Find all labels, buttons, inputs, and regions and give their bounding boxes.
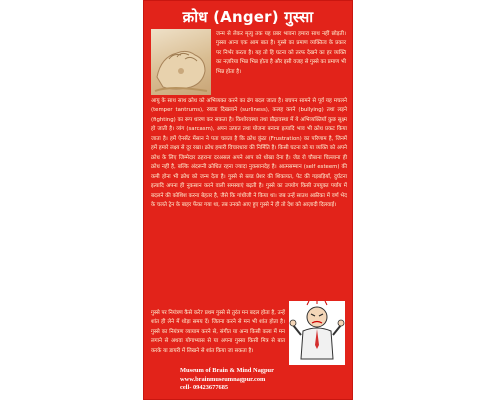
museum-website: www.brainmuseumnagpur.com (180, 375, 266, 383)
main-paragraph: आयु के साथ साथ क्रोध को अभिव्यक्त करने का ढंग बदल जाता है। बचपन सामने से पूर्व यह मचलने (temper tantrums), रुष्टता दिखलाने (surliness), कलह करने (bullying) तथा लड़ने (fighting) का रूप धारण कर सकता है। किशोरवस्था तथा प्रौढ़ावस्था में ये अभिव्यक्तियाँ कुछ सूक्ष्म हो जाती है। व्यंग (sarcasm), अपन उत्पात तथा योजना बनाना इत्यादि भाव भी क्रोध प्रकट किया जाता है। हमें ऐनसेंट मेंसान ने पता चलता है कि क्रोध कुंठा (Frustration) का परिणाम है, जिनमें हमें हमारे लक्ष्य से दूर रखा। क्रोध हमारी विचारधारा की निर्मिति है। किसी घटना को या व्यक्ति को अपने क्रोध के लिए जिम्मेदार ठहराना दरअसल अपने आप को धोखा देना है। जेड रो चौबाना चिल्लाना ही क्रोध नहीं है, बल्कि अंदरूनी क्रोधित रहना ज्यादा नुकसानदेह है। आत्मसम्मान (self esteem) की कमी होना भी क्रोध को जन्म देता है। गुस्से से ब्लड प्रेशर की शिकायत, पेट की गड़बड़ियाँ, दुर्घटना इत्यादि अपना ही नुकसान करने वाली समस्याएं बढ़ती है। गुस्से का उपयोग किसी उपयुक्त पर्याय में बदलने की कोशिश करना बेहतर है, जैसे कि गांधीजी ने किया था। जब उन्हें साउथ अफ्रीका में वर्ण भेद के चलते ट्रेन के बाहर फेंका गया था, तब उनको आए हुए गुस्से ने ही तो देश को आज़ादी दिलवाई। (151, 98, 347, 208)
museum-name: Museum of Brain & Mind Nagpur (180, 367, 274, 374)
sand-hand-photo (151, 29, 211, 95)
tips-paragraph: गुस्से पर नियंत्रण कैसे करे? प्रथम गुस्से से तुरंत मन बदल होता है, उन्हें शांत ही लेने में थोड़ा समय दें। जितना करने से मन भी शांत होता है। गुस्से का नियंत्रण व्यायाम करने से, संगीत या अन्य किसी कला में मन लगाने से अथवा योगाभ्यास से या अपना गुस्सा किसी मित्र से बात करके या डायरी में लिखने से शांत किया जा सकता है। (151, 310, 285, 354)
poster-title: क्रोध (Anger) गुस्सा (182, 8, 314, 26)
intro-paragraph: जन्म से लेकर मृत्यु तक यह प्रबर भावना हमारा साथ नहीं छोड़ती। गुस्सा आना एक आम बात है। गुस्से का प्रमाण व्यक्तित्व के प्रकार पर निर्भर करता है। यह तो हि घटना को तरफ देखने का हर व्यक्ति का नज़रिया भिन्न भिन्न होता है और इसी वजह से गुस्से का प्रमाण भी भिन्न होता है। (216, 31, 346, 75)
fist-illustration (151, 29, 211, 95)
museum-footer (180, 367, 346, 393)
angry-man-icon (289, 301, 345, 365)
angry-man-cartoon (289, 301, 345, 365)
anger-poster (143, 0, 353, 400)
museum-phone: cell- 09423677685 (180, 384, 229, 392)
